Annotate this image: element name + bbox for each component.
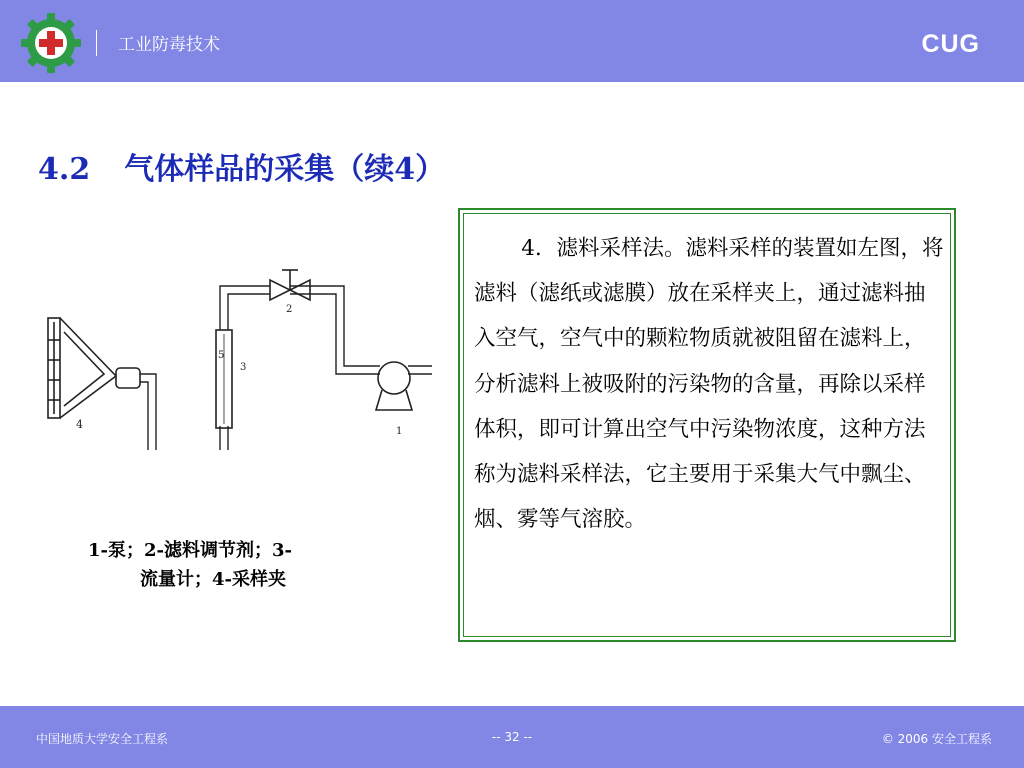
footer-copyright: © 2006 安全工程系 [881, 732, 992, 746]
caption-line-1: 1-泵；2-滤料调节剂；3- [88, 540, 292, 561]
footer-bar [0, 706, 1024, 768]
label-5: 5 [218, 350, 225, 361]
pump [376, 362, 412, 410]
label-3: 3 [240, 362, 247, 373]
description-text: 4．滤料采样法。滤料采样的装置如左图，将滤料（滤纸或滤膜）放在采样夹上，通过滤料抽入空气，空气中的颗粒物质就被阻留在滤料上，分析滤料上被吸附的污染物的含量，再除以采样体积，即可计算出空气中污染物浓度，这种方法称为滤料采样法，它主要用于采集大气中飘尘、烟、雾等气溶胶。 [474, 236, 944, 533]
section-number: 4.2 [38, 152, 91, 187]
label-2: 2 [286, 304, 293, 315]
logo-icon [20, 12, 82, 74]
header-divider [96, 30, 97, 56]
caption-line-2: 流量计；4-采样夹 [140, 569, 286, 590]
footer-department: 中国地质大学安全工程系 [36, 732, 169, 746]
label-1: 1 [396, 426, 403, 437]
header-bar [0, 0, 1024, 82]
slide-title-text: 气体样品的采集（续4） [124, 152, 446, 187]
slide-title [38, 144, 445, 188]
brand-logo-text: CUG [921, 30, 980, 58]
flowmeter [216, 330, 232, 428]
page-number: -- 32 -- [491, 730, 533, 744]
course-title: 工业防毒技术 [118, 35, 220, 55]
filter-sampling-apparatus-diagram [40, 250, 440, 450]
diagram-caption [88, 536, 378, 594]
label-4: 4 [76, 418, 83, 431]
description-box [458, 208, 956, 642]
sampling-clamp [48, 318, 140, 418]
regulating-valve [270, 270, 310, 300]
